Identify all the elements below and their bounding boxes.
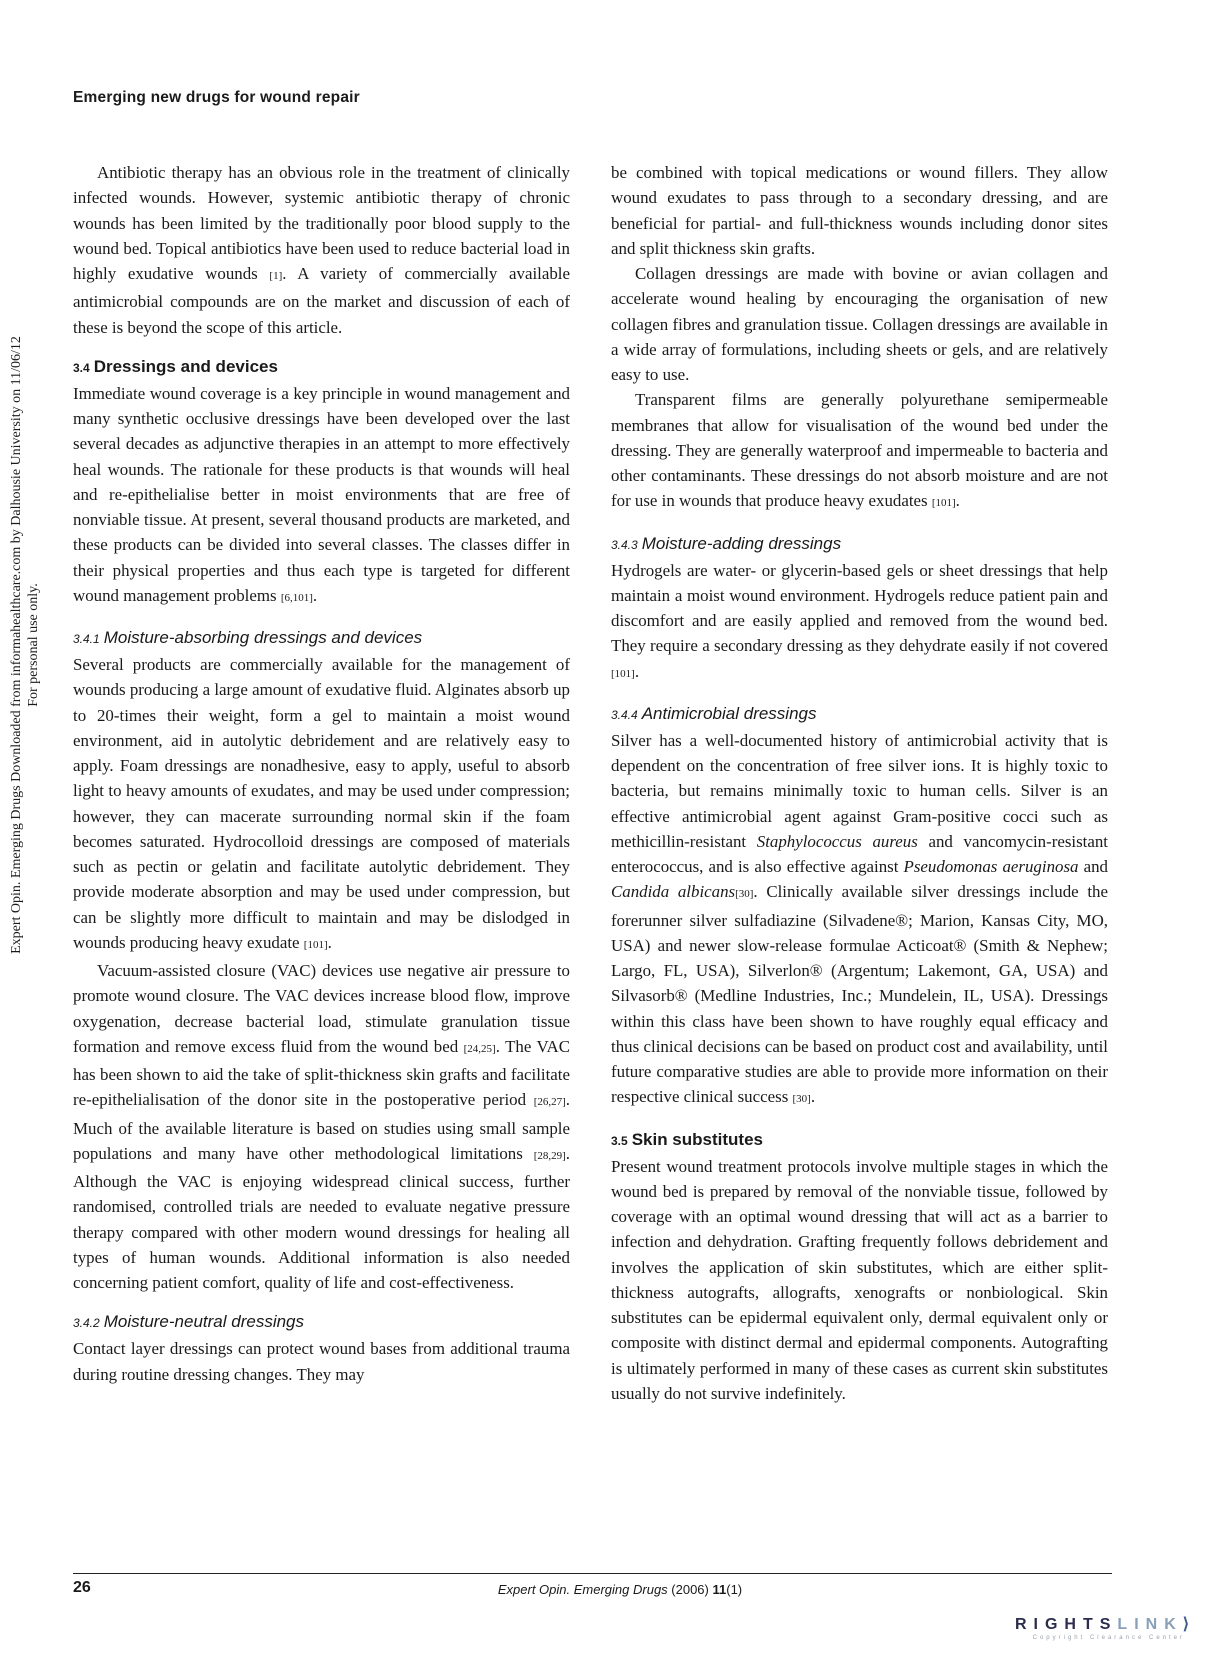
- species-name: Pseudomonas aeruginosa: [903, 857, 1079, 876]
- section-heading-3-5: 3.5 Skin substitutes: [611, 1129, 763, 1149]
- paragraph-moisture-absorbing: Several products are commercially available for the management of wounds producing a large amount of exudative fluid. Alginates absorb up to 20-times their weight, form a gel to maintain a moist wound environment, aid in autolytic debridement and are relatively easy to apply. Foam dressings are nonadhesive, easy to apply, useful to absorb light to heavy amounts of exudates, and may be used under compression; however, they can macerate surrounding normal skin if the foam becomes saturated. Hydrocolloid dressings are composed of materials such as pectin or gelatin and facilitate autolytic debridement. They provide moderate absorption and may be used under compression, but can be slightly more difficult to maintain and may be dislodged in wounds producing heavy exudate [101].: [73, 655, 570, 952]
- citation: [26,27]: [533, 1096, 566, 1109]
- citation: [28,29]: [533, 1149, 566, 1162]
- paragraph-vac-devices: Vacuum-assisted closure (VAC) devices use negative air pressure to promote wound closure. The VAC devices increase blood flow, improve oxygenation, decrease bacterial load, stimulate granulation tissue formation and remove excess fluid from the wound bed [24,25]. The VAC has been shown to aid the take of split-thickness skin grafts and facilitate re-epithelialisation of the donor site in the postoperative period [26,27]. Much of the available literature is based on studies using small sample populations and many have other methodological limitations [28,29]. Although the VAC is enjoying widespread clinical success, further randomised, controlled trials are needed to evaluate negative pressure therapy compared with other modern wound dressings for healing all types of human wounds. Additional information is also needed concerning patient comfort, quality of life and cost-effectiveness.: [73, 961, 570, 1292]
- citation: [30]: [792, 1093, 811, 1106]
- citation: [101]: [931, 497, 956, 510]
- subsection-heading-3-4-3: 3.4.3 Moisture-adding dressings: [611, 533, 842, 553]
- page-number: 26: [73, 1579, 91, 1596]
- rightslink-logo[interactable]: RIGHTSLINK⟩: [1014, 1616, 1189, 1633]
- paragraph-antibiotic-therapy: Antibiotic therapy has an obvious role in the treatment of clinically infected wounds. However, systemic antibiotic therapy of chronic wounds has been limited by the traditionally poor blood supply to the wound bed. Topical antibiotics have been used to reduce bacterial load in highly exudative wounds [1]. A variety of commercially available antimicrobial compounds are on the market and discussion of each of these is beyond the scope of this article.: [73, 163, 570, 337]
- citation: [101]: [611, 667, 635, 680]
- citation: [6,101]: [280, 591, 313, 604]
- citation: [1]: [269, 270, 283, 282]
- watermark-line-1: Expert Opin. Emerging Drugs Downloaded from informahealthcare.com by Dalhousie University on 11/06/12: [9, 336, 24, 954]
- paragraph-collagen-dressings: Collagen dressings are made with bovine or avian collagen and accelerate wound healing by encouraging the organisation of new collagen fibres and granulation tissue. Collagen dressings are available in a wide array of formulations, including sheets or gels, and are relatively easy to use.: [611, 264, 1108, 384]
- paragraph-contact-layer: Contact layer dressings can protect wound bases from additional trauma during routine dressing changes. They may: [73, 1339, 570, 1384]
- paragraph-hydrogels: Hydrogels are water- or glycerin-based gels or sheet dressings that help maintain a moist wound environment. Hydrogels reduce patient pain and discomfort and are easily applied and removed from the wound bed. They require a secondary dressing as they dehydrate easily if not covered [101].: [611, 560, 1108, 681]
- watermark-line-2: For personal use only.: [26, 583, 41, 707]
- right-column: [611, 160, 1108, 1406]
- paragraph-silver-dressings: Silver has a well-documented history of antimicrobial activity that is dependent on the concentration of free silver ions. It is highly toxic to bacteria, but remains minimally toxic to human cells. Silver is an effective antimicrobial agent against Gram-positive cocci such as methicillin-resistant Staphylococcus aureus and vancomycin-resistant enterococcus, and is also effective against Pseudomonas aeruginosa and Candida albicans[30]. Clinically available silver dressings include the forerunner silver sulfadiazine (Silvadene®; Marion, Kansas City, MO, USA) and newer slow-release formulae Acticoat® (Smith & Nephew; Largo, FL, USA), Silverlon® (Argentum; Lakemont, GA, USA) and Silvasorb® (Medline Industries, Inc.; Mundelein, IL, USA). Dressings within this class have been shown to have roughly equal efficacy and thus clinical decisions can be based on product cost and availability, until future comparative studies are able to provide more information on their respective clinical success [30].: [611, 730, 1108, 1107]
- download-watermark: [8, 65, 42, 1225]
- subsection-heading-3-4-2: 3.4.2 Moisture-neutral dressings: [73, 1312, 305, 1332]
- citation: [101]: [303, 938, 328, 951]
- section-heading-3-4: 3.4 Dressings and devices: [73, 356, 278, 376]
- paragraph-immediate-coverage: Immediate wound coverage is a key principle in wound management and many synthetic occlusive dressings have been developed over the last several decades as adjunctive therapies in an attempt to more effectively heal wounds. The rationale for these products is that wounds will heal and re-epithelialise better in moist environments that are free of nonviable tissue. At present, several thousand products are marketed, and these products can be divided into several classes. The classes differ in their physical properties and thus each type is targeted for different wound management problems [6,101].: [73, 383, 570, 605]
- species-name: Candida albicans: [611, 882, 736, 902]
- species-name: Staphylococcus aureus: [756, 831, 918, 851]
- subsection-heading-3-4-4: 3.4.4 Antimicrobial dressings: [611, 703, 817, 723]
- footer-rule: [73, 1573, 1112, 1574]
- chevron-right-icon: ⟩: [1182, 1616, 1189, 1633]
- left-column: [73, 160, 570, 1387]
- paragraph-skin-substitutes: Present wound treatment protocols involve multiple stages in which the wound bed is prepared by removal of the nonviable tissue, followed by coverage with an optimal wound dressing that will act as a barrier to infection and dehydration. Grafting frequently follows debridement and involves the application of skin substitutes, which are either split-thickness autografts, allografts, xenografts or nonbiological. Skin substitutes can be epidermal equivalent only, dermal equivalent only or composite with distinct dermal and epidermal components. Autografting is ultimately performed in many of these cases as current skin substitutes usually do not survive indefinitely.: [611, 1156, 1108, 1403]
- citation: [24,25]: [463, 1042, 496, 1055]
- journal-citation: Expert Opin. Emerging Drugs (2006) 11(1): [497, 1582, 743, 1597]
- running-head: Emerging new drugs for wound repair: [73, 89, 360, 106]
- paragraph-combined-fillers: be combined with topical medications or wound fillers. They allow wound exudates to pass through to a secondary dressing, and are beneficial for partial- and full-thickness wounds including donor sites and split thickness skin grafts.: [611, 163, 1108, 258]
- subsection-heading-3-4-1: 3.4.1 Moisture-absorbing dressings and devices: [73, 628, 423, 647]
- rightslink-tagline: Copyright Clearance Center: [1032, 1635, 1185, 1641]
- paragraph-transparent-films: Transparent films are generally polyurethane semipermeable membranes that allow for visualisation of the wound bed under the dressing. They are generally waterproof and impermeable to bacteria and other contaminants. These dressings do not absorb moisture and are not for use in wounds that produce heavy exudates [101].: [611, 390, 1108, 511]
- citation: [30]: [735, 888, 754, 901]
